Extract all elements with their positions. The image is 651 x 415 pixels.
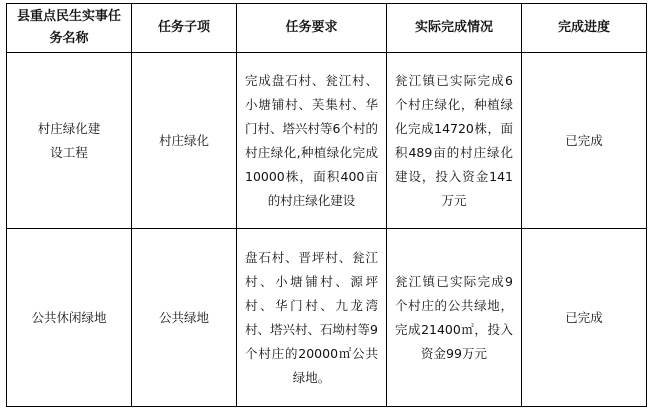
subtask-text: 村庄绿化 [158,132,209,148]
task-name-cell [7,229,132,407]
requirement-text: 盘石村、晋坪村、瓮江村、小塘铺村、源坪村、华门村、九龙湾村、塔兴村、石坳村等9个村庄的20000㎡公共绿地。 [245,249,378,385]
header-actual: 实际完成情况 [387,4,522,53]
progress-cell [522,53,647,229]
task-name-text: 公共休闲绿地 [31,309,107,325]
header-requirement: 任务要求 [237,4,387,53]
progress-cell [522,229,647,407]
progress-text: 已完成 [565,132,603,148]
actual-text: 瓮江镇已实际完成6个村庄绿化，种植绿化完成14720株，面积489亩的村庄绿化建设，投入资金141万元 [395,72,513,208]
task-table [6,3,647,407]
progress-text: 已完成 [565,309,603,325]
table-row [7,229,647,407]
task-name-text: 村庄绿化建设工程 [37,120,101,160]
subtask-text: 公共绿地 [158,309,209,325]
actual-cell [387,53,522,229]
requirement-text: 完成盘石村、瓮江村、小塘铺村、芙集村、华门村、塔兴村等6个村的村庄绿化,种植绿化完成10000株，面积400亩的村庄绿化建设 [245,72,378,208]
actual-cell [387,229,522,407]
table-row [7,53,647,229]
subtask-cell [132,53,237,229]
actual-text: 瓮江镇已实际完成9个村庄的公共绿地，完成21400㎡，投入资金99万元 [395,273,513,361]
subtask-cell [132,229,237,407]
header-subtask: 任务子项 [132,4,237,53]
task-name-cell [7,53,132,229]
requirement-cell [237,53,387,229]
table-header-row [7,4,647,53]
requirement-cell [237,229,387,407]
header-task-name: 县重点民生实事任务名称 [7,4,132,53]
header-progress: 完成进度 [522,4,647,53]
